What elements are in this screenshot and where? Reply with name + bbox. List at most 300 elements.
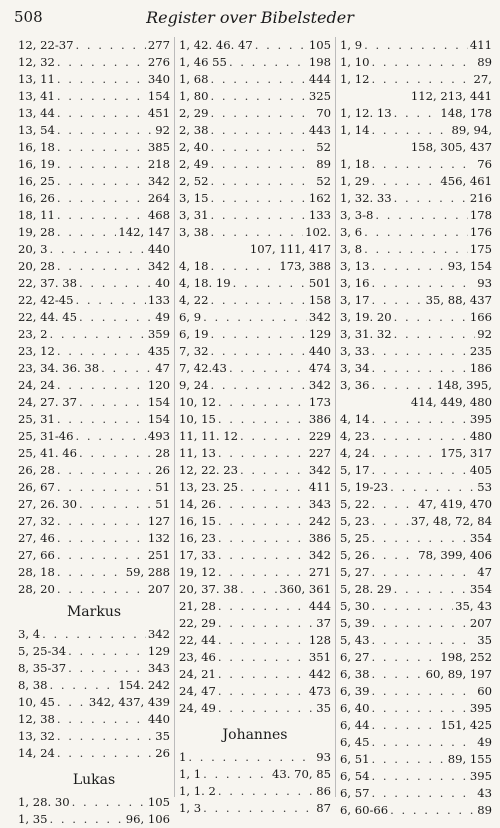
- verse-reference: 16, 18: [18, 140, 55, 154]
- page-references: 27,: [473, 72, 492, 86]
- index-entry: [340, 428, 492, 445]
- dot-leader: [372, 768, 468, 785]
- index-entry: [179, 700, 331, 717]
- index-entry: [18, 224, 170, 241]
- dot-leader: [372, 564, 476, 581]
- verse-reference: 1, 68: [179, 72, 209, 86]
- page-references: 342: [147, 259, 170, 273]
- index-entry: [340, 547, 492, 564]
- verse-reference: 1, 18: [340, 157, 370, 171]
- page-references: 395: [469, 412, 492, 426]
- page-references: 386: [308, 531, 331, 545]
- verse-reference: 16, 23: [179, 531, 216, 545]
- dot-leader: [372, 428, 468, 445]
- index-entry: [18, 360, 170, 377]
- verse-reference: 5, 25: [340, 531, 370, 545]
- page-references: 351: [308, 650, 331, 664]
- dot-leader: [57, 728, 153, 745]
- dot-leader: [390, 802, 475, 819]
- dot-leader: [79, 394, 146, 411]
- verse-reference: 6, 27: [340, 650, 370, 664]
- index-columns: [14, 37, 494, 826]
- index-entry: [18, 394, 170, 411]
- dot-leader: [211, 156, 315, 173]
- dot-leader: [68, 660, 146, 677]
- index-entry: [179, 513, 331, 530]
- index-entry: [179, 360, 331, 377]
- index-entry: [18, 37, 170, 54]
- dot-leader: [372, 649, 439, 666]
- page-references: 440: [147, 242, 170, 256]
- dot-leader: [211, 343, 307, 360]
- dot-leader: [42, 626, 146, 643]
- page-references: 76: [477, 157, 492, 171]
- verse-reference: 1, 9: [340, 38, 363, 52]
- verse-reference: 10, 45: [18, 695, 55, 709]
- verse-reference: 5, 23: [340, 514, 370, 528]
- verse-reference: 3, 13: [340, 259, 370, 273]
- dot-leader: [211, 258, 278, 275]
- index-entry: [340, 530, 492, 547]
- dot-leader: [372, 683, 476, 700]
- dot-leader: [218, 445, 307, 462]
- page-references: 342: [308, 548, 331, 562]
- dot-leader: [375, 207, 467, 224]
- index-entry: [340, 71, 492, 88]
- dot-leader: [394, 581, 468, 598]
- dot-leader: [57, 530, 146, 547]
- page-references: 501: [308, 276, 331, 290]
- index-entry: [340, 105, 492, 122]
- page-references: 359: [147, 327, 170, 341]
- page-references: 343: [308, 497, 331, 511]
- index-entry: [18, 241, 170, 258]
- index-entry: [179, 749, 331, 766]
- verse-reference: 6, 51: [340, 752, 370, 766]
- dot-leader: [79, 309, 153, 326]
- page-references: 277: [147, 38, 170, 52]
- verse-reference: 12, 38: [18, 712, 55, 726]
- page-references: 89, 94,: [451, 123, 492, 137]
- dot-leader: [79, 445, 153, 462]
- verse-reference: 18, 11: [18, 208, 55, 222]
- verse-reference: 3, 31: [179, 208, 209, 222]
- verse-reference: 3, 3-8: [340, 208, 374, 222]
- verse-reference: 6, 60-66: [340, 803, 389, 817]
- verse-reference: 7, 32: [179, 344, 209, 358]
- verse-reference: 5, 27: [340, 565, 370, 579]
- dot-leader: [203, 800, 314, 817]
- index-entry: [340, 258, 492, 275]
- index-entry: [179, 173, 331, 190]
- page-references: 440: [308, 344, 331, 358]
- dot-leader: [218, 530, 307, 547]
- dot-leader: [372, 292, 424, 309]
- index-entry: [340, 241, 492, 258]
- index-entry: [179, 666, 331, 683]
- verse-reference: 26, 67: [18, 480, 55, 494]
- dot-leader: [390, 479, 475, 496]
- page-references: 166: [469, 310, 492, 324]
- dot-leader: [372, 258, 446, 275]
- index-entry: [340, 615, 492, 632]
- page-references: 264: [147, 191, 170, 205]
- verse-reference: 1, 28. 30: [18, 795, 70, 809]
- verse-reference: 13, 23. 25: [179, 480, 238, 494]
- verse-reference: 28, 18: [18, 565, 55, 579]
- page-references: 405: [469, 463, 492, 477]
- verse-reference: 16, 15: [179, 514, 216, 528]
- verse-reference: 3, 16: [340, 276, 370, 290]
- index-entry: [179, 54, 331, 71]
- dot-leader: [240, 479, 307, 496]
- verse-reference: 4, 14: [340, 412, 370, 426]
- verse-reference: 5, 26: [340, 548, 370, 562]
- page-references: 35, 43: [455, 599, 492, 613]
- page-header: [0, 0, 500, 34]
- page-references-continued: 112, 213, 441: [410, 89, 492, 103]
- verse-reference: 1, 1. 2: [179, 784, 216, 798]
- verse-reference: 1, 42. 46. 47: [179, 38, 253, 52]
- verse-reference: 11, 13: [179, 446, 216, 460]
- index-entry: [179, 479, 331, 496]
- index-entry: [18, 445, 170, 462]
- verse-reference: 28, 20: [18, 582, 55, 596]
- verse-reference: 3, 4: [18, 627, 41, 641]
- verse-reference: 20, 37. 38: [179, 582, 238, 596]
- index-entry: [340, 275, 492, 292]
- dot-leader: [372, 360, 468, 377]
- page-references: 87: [316, 801, 331, 815]
- page-references: 175, 317: [440, 446, 492, 460]
- page-references: 207: [469, 616, 492, 630]
- dot-leader: [218, 496, 307, 513]
- index-entry: [179, 207, 331, 224]
- page-references: 28: [155, 446, 170, 460]
- verse-reference: 3, 15: [179, 191, 209, 205]
- verse-reference: 1, 46 55: [179, 55, 227, 69]
- page-number: 508: [14, 8, 43, 26]
- verse-reference: 1, 12. 13: [340, 106, 392, 120]
- page-references: 354: [469, 531, 492, 545]
- dot-leader: [57, 122, 153, 139]
- page-references: 52: [316, 140, 331, 154]
- verse-reference: 6, 44: [340, 718, 370, 732]
- page-references: 132: [147, 531, 170, 545]
- verse-reference: 22, 37. 38: [18, 276, 77, 290]
- index-entry: [340, 785, 492, 802]
- page-references: 148, 395,: [436, 378, 492, 392]
- dot-leader: [372, 598, 454, 615]
- index-entry: [179, 581, 331, 598]
- index-entry: [18, 88, 170, 105]
- page-references: 52: [316, 174, 331, 188]
- page-references: 342: [147, 627, 170, 641]
- verse-reference: 13, 32: [18, 729, 55, 743]
- page-references: 51: [155, 480, 170, 494]
- verse-reference: 1, 10: [340, 55, 370, 69]
- page-references: 186: [469, 361, 492, 375]
- page-references: 127: [147, 514, 170, 528]
- verse-reference: 6, 45: [340, 735, 370, 749]
- dot-leader: [372, 377, 435, 394]
- page-references: 40: [155, 276, 170, 290]
- dot-leader: [218, 394, 307, 411]
- index-entry: [18, 173, 170, 190]
- dot-leader: [364, 37, 468, 54]
- verse-reference: 22, 44. 45: [18, 310, 77, 324]
- verse-reference: 13, 41: [18, 89, 55, 103]
- verse-reference: 17, 33: [179, 548, 216, 562]
- index-entry: [179, 292, 331, 309]
- index-entry: [340, 479, 492, 496]
- page-references: 342: [308, 463, 331, 477]
- index-entry: [179, 598, 331, 615]
- index-entry: [18, 343, 170, 360]
- dot-leader: [211, 88, 307, 105]
- dot-leader: [372, 547, 417, 564]
- verse-reference: 5, 28. 29: [340, 582, 392, 596]
- page-references: 456, 461: [440, 174, 492, 188]
- page-references: 120: [147, 378, 170, 392]
- verse-reference: 6, 54: [340, 769, 370, 783]
- verse-reference: 16, 25: [18, 174, 55, 188]
- verse-reference: 1, 29: [340, 174, 370, 188]
- verse-reference: 22, 42-45: [18, 293, 74, 307]
- verse-reference: 27, 66: [18, 548, 55, 562]
- index-entry: [340, 496, 492, 513]
- page-references: 442: [308, 667, 331, 681]
- page-references: 92: [477, 327, 492, 341]
- index-entry: [18, 292, 170, 309]
- dot-leader: [57, 71, 146, 88]
- dot-leader: [372, 785, 476, 802]
- index-entry: [340, 564, 492, 581]
- page-references: 342, 437, 439: [88, 695, 170, 709]
- page-references: 342: [147, 174, 170, 188]
- dot-leader: [79, 496, 153, 513]
- page-references: 78, 399, 406: [418, 548, 492, 562]
- verse-reference: 22, 44: [179, 633, 216, 647]
- verse-reference: 1, 14: [340, 123, 370, 137]
- verse-reference: 5, 22: [340, 497, 370, 511]
- verse-reference: 16, 19: [18, 157, 55, 171]
- index-entry: [18, 694, 170, 711]
- page-references: 162: [308, 191, 331, 205]
- dot-leader: [372, 513, 409, 530]
- index-entry: [18, 626, 170, 643]
- verse-reference: 25, 31-46: [18, 429, 74, 443]
- index-entry: [18, 660, 170, 677]
- dot-leader: [240, 462, 307, 479]
- dot-leader: [57, 173, 146, 190]
- dot-leader: [57, 513, 146, 530]
- verse-reference: 3, 34: [340, 361, 370, 375]
- dot-leader: [57, 581, 146, 598]
- page-references: 395: [469, 701, 492, 715]
- page-references: 227: [308, 446, 331, 460]
- index-entry: [18, 377, 170, 394]
- page-references: 386: [308, 412, 331, 426]
- page-references: 129: [147, 644, 170, 658]
- page-references: 89: [316, 157, 331, 171]
- dot-leader: [203, 309, 307, 326]
- index-entry: [179, 258, 331, 275]
- verse-reference: 6, 39: [340, 684, 370, 698]
- index-entry: [340, 156, 492, 173]
- index-entry: [179, 411, 331, 428]
- dot-leader: [211, 207, 307, 224]
- page-references: 60, 89, 197: [425, 667, 492, 681]
- dot-leader: [364, 224, 468, 241]
- index-column-2: [174, 37, 335, 815]
- verse-reference: 9, 24: [179, 378, 209, 392]
- verse-reference: 4, 18. 19: [179, 276, 231, 290]
- verse-reference: 6, 57: [340, 786, 370, 800]
- dot-leader: [372, 445, 439, 462]
- index-entry: [340, 768, 492, 785]
- page-references: 105: [147, 795, 170, 809]
- index-entry: [18, 794, 170, 811]
- book-heading: Johannes: [222, 727, 288, 743]
- index-entry: [18, 745, 170, 762]
- dot-leader: [57, 745, 153, 762]
- verse-reference: 5, 43: [340, 633, 370, 647]
- index-entry: [340, 581, 492, 598]
- page-references: 43: [477, 786, 492, 800]
- index-entry: [340, 343, 492, 360]
- index-entry: [340, 717, 492, 734]
- dot-leader: [255, 37, 307, 54]
- page-references: 173: [308, 395, 331, 409]
- verse-reference: 24, 47: [179, 684, 216, 698]
- verse-reference: 20, 3: [18, 242, 48, 256]
- dot-leader: [229, 360, 307, 377]
- page-references: 480: [469, 429, 492, 443]
- index-entry: [18, 513, 170, 530]
- page-references: 154: [147, 395, 170, 409]
- index-entry: [179, 445, 331, 462]
- verse-reference: 23, 46: [179, 650, 216, 664]
- verse-reference: 13, 11: [18, 72, 55, 86]
- dot-leader: [57, 547, 146, 564]
- page-references: 102.: [305, 225, 331, 239]
- index-entry: [18, 139, 170, 156]
- page-references: 35: [155, 729, 170, 743]
- dot-leader: [218, 513, 307, 530]
- index-entry: [340, 122, 492, 139]
- index-entry: [179, 309, 331, 326]
- page-references: 342: [308, 378, 331, 392]
- page-references: 435: [147, 344, 170, 358]
- verse-reference: 12, 22-37: [18, 38, 74, 52]
- dot-leader: [211, 224, 304, 241]
- verse-reference: 24, 49: [179, 701, 216, 715]
- page-references: 251: [147, 548, 170, 562]
- dot-leader: [372, 700, 468, 717]
- dot-leader: [57, 88, 146, 105]
- dot-leader: [79, 275, 153, 292]
- index-entry: [18, 326, 170, 343]
- dot-leader: [372, 462, 468, 479]
- index-entry: [340, 649, 492, 666]
- dot-leader: [372, 666, 424, 683]
- page-references: 133: [147, 293, 170, 307]
- dot-leader: [211, 190, 307, 207]
- index-entry: [179, 800, 331, 817]
- dot-leader: [57, 694, 87, 711]
- page-references: 26: [155, 746, 170, 760]
- index-entry: [18, 71, 170, 88]
- verse-reference: 10, 12: [179, 395, 216, 409]
- index-entry: [340, 683, 492, 700]
- verse-reference: 6, 40: [340, 701, 370, 715]
- verse-reference: 21, 28: [179, 599, 216, 613]
- index-entry: [18, 122, 170, 139]
- dot-leader: [211, 292, 307, 309]
- page-references: 354: [469, 582, 492, 596]
- dot-leader: [240, 428, 307, 445]
- page-references: 35, 88, 437: [425, 293, 492, 307]
- verse-reference: 6, 19: [179, 327, 209, 341]
- page-references: 51: [155, 497, 170, 511]
- verse-reference: 1, 35: [18, 812, 48, 826]
- dot-leader: [372, 343, 468, 360]
- verse-reference: 5, 30: [340, 599, 370, 613]
- dot-leader: [372, 173, 439, 190]
- verse-reference: 3, 33: [340, 344, 370, 358]
- dot-leader: [57, 479, 153, 496]
- verse-reference: 1, 1: [179, 767, 202, 781]
- page-references: 443: [308, 123, 331, 137]
- page-references: 178: [469, 208, 492, 222]
- index-entry: [18, 581, 170, 598]
- dot-leader: [394, 309, 468, 326]
- index-entry: [179, 394, 331, 411]
- verse-reference: 27, 32: [18, 514, 55, 528]
- page-references: 93: [316, 750, 331, 764]
- page-references: 151, 425: [440, 718, 492, 732]
- dot-leader: [372, 734, 476, 751]
- index-entry: [179, 649, 331, 666]
- index-entry: [340, 632, 492, 649]
- verse-reference: 16, 26: [18, 191, 55, 205]
- index-entry: [340, 700, 492, 717]
- index-entry: [18, 496, 170, 513]
- dot-leader: [57, 258, 146, 275]
- page-references: 53: [477, 480, 492, 494]
- verse-reference: 3, 6: [340, 225, 363, 239]
- dot-leader: [57, 156, 146, 173]
- verse-reference: 10, 15: [179, 412, 216, 426]
- dot-leader: [72, 794, 146, 811]
- dot-leader: [57, 462, 153, 479]
- verse-reference: 8, 38: [18, 678, 48, 692]
- dot-leader: [50, 241, 146, 258]
- index-column-1: [14, 37, 174, 826]
- index-entry: [18, 275, 170, 292]
- verse-reference: 5, 19-23: [340, 480, 389, 494]
- dot-leader: [372, 717, 439, 734]
- index-entry: [18, 54, 170, 71]
- index-entry: [18, 411, 170, 428]
- index-entry: [18, 564, 170, 581]
- verse-reference: 23, 12: [18, 344, 55, 358]
- verse-reference: 4, 22: [179, 293, 209, 307]
- dot-leader: [211, 173, 315, 190]
- dot-leader: [218, 547, 307, 564]
- verse-reference: 1, 32. 33: [340, 191, 392, 205]
